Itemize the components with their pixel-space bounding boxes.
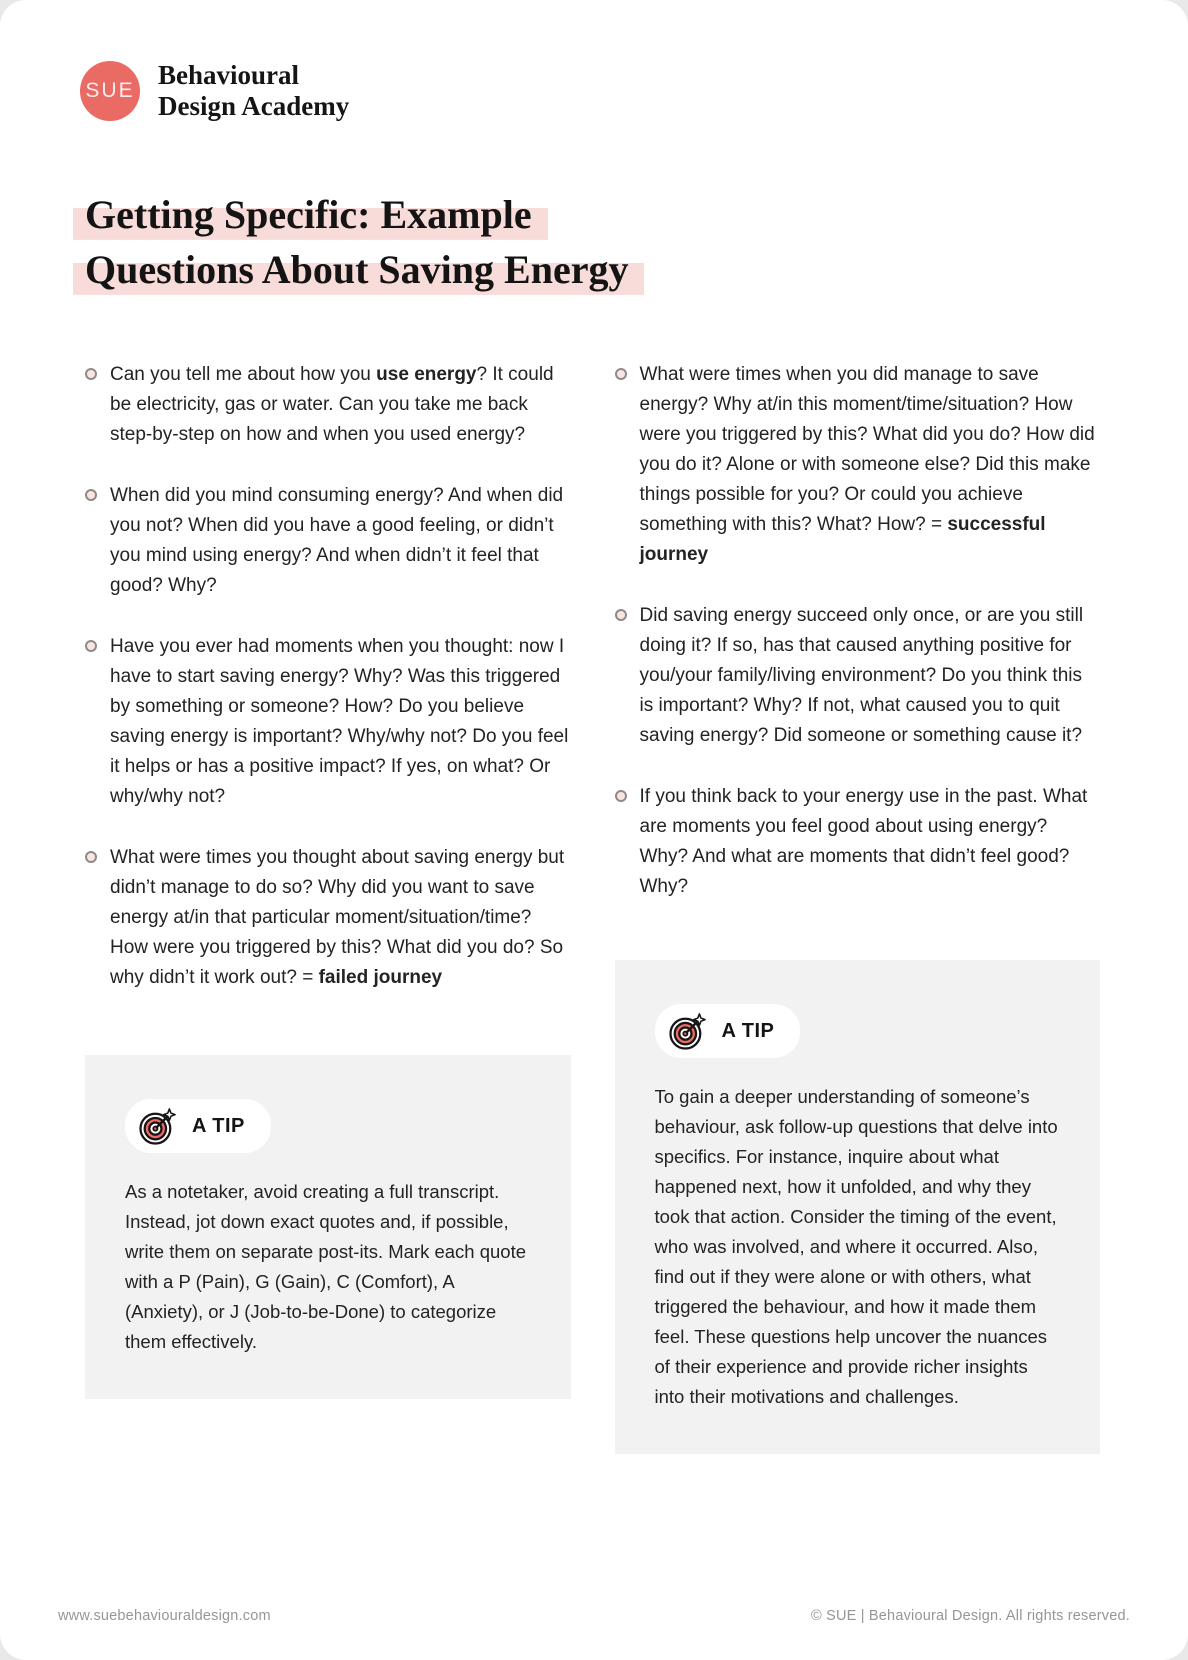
question-list-right (615, 360, 1101, 902)
bullet-icon (85, 640, 97, 652)
brand-line2: Design Academy (158, 91, 350, 121)
tip-text: To gain a deeper understanding of someone’s behaviour, ask follow-up questions that delve into specifics. For instance, inquire about what happened next, how it unfolded, and why they took that action. Consider the timing of the event, who was involved, and where it occurred. Also, find out if they were alone or with others, what triggered the behaviour, and how it made them feel. These questions help uncover the nuances of their experience and provide richer insights into their motivations and challenges. (654, 1086, 1058, 1407)
left-column (85, 360, 571, 1454)
footer-url: www.suebehaviouraldesign.com (58, 1608, 271, 1624)
question-text: Can you tell me about how you use energy? It could be electricity, gas or water. Can you take me back step-by-step on how and when you used energy? (110, 364, 554, 445)
brand-header (0, 0, 1188, 122)
question-item (85, 481, 571, 601)
question-item (615, 782, 1101, 902)
tip-pill (125, 1099, 271, 1153)
sue-logo (80, 61, 140, 121)
content-columns (0, 298, 1188, 1454)
tip-box-right (615, 960, 1101, 1454)
right-column (615, 360, 1101, 1454)
tip-text: As a notetaker, avoid creating a full transcript. Instead, jot down exact quotes and, if possible, write them on separate post-its. Mark each quote with a P (Pain), G (Gain), C (Comfort), A (Anxiety), or J (Job-to-be-Done) to categorize them effectively. (125, 1181, 527, 1352)
tip-pill (655, 1004, 801, 1058)
question-item (85, 843, 571, 993)
bullet-icon (615, 368, 627, 380)
target-icon (667, 1010, 709, 1052)
target-icon (137, 1105, 179, 1147)
tip-label: A TIP (721, 1019, 775, 1042)
bullet-icon (85, 489, 97, 501)
sue-logo-text: SUE (85, 79, 135, 102)
brand-name (158, 60, 349, 122)
question-text: When did you mind consuming energy? And when did you not? When did you have a good feeling, or didn’t you mind using energy? And when didn’t it feel that good? Why? (110, 485, 564, 596)
bullet-icon (85, 368, 97, 380)
tip-label: A TIP (192, 1114, 245, 1137)
question-item (85, 360, 571, 450)
bullet-icon (85, 851, 97, 863)
brand-line1: Behavioural (158, 60, 300, 90)
page-title-line2: Questions About Saving Energy (73, 243, 644, 298)
question-text: What were times you thought about saving energy but didn’t manage to do so? Why did you want to save energy at/in that particular moment/situation/time? How were you triggered by this? What did you do? So why didn’t it work out? = failed journey (110, 847, 565, 988)
page-footer (58, 1608, 1130, 1624)
question-text: If you think back to your energy use in the past. What are moments you feel good about using energy? Why? And what are moments that didn’t feel good? Why? (639, 786, 1088, 897)
question-list-left (85, 360, 571, 993)
question-item (85, 632, 571, 812)
question-text: Did saving energy succeed only once, or are you still doing it? If so, has that caused anything positive for you/your family/living environment? Do you think this is important? Why? If not, what caused you to quit saving energy? Did someone or something cause it? (639, 605, 1084, 746)
question-text: What were times when you did manage to save energy? Why at/in this moment/time/situation? How were you triggered by this? What did you do? How did you do it? Alone or with someone else? Did this make things possible for you? Or could you achieve something with this? What? How? = successful journey (639, 364, 1095, 565)
question-item (615, 601, 1101, 751)
tip-box-left (85, 1055, 571, 1399)
page-title-line1: Getting Specific: Example (73, 188, 548, 243)
question-item (615, 360, 1101, 570)
page-title (85, 188, 1188, 298)
bullet-icon (615, 790, 627, 802)
bullet-icon (615, 609, 627, 621)
footer-copyright: © SUE | Behavioural Design. All rights reserved. (810, 1608, 1130, 1624)
question-text: Have you ever had moments when you thought: now I have to start saving energy? Why? Was this triggered by something or someone? How? Do you believe saving energy is important? Why/why not? Do you feel it helps or has a positive impact? If yes, on what? Or why/why not? (110, 636, 569, 807)
